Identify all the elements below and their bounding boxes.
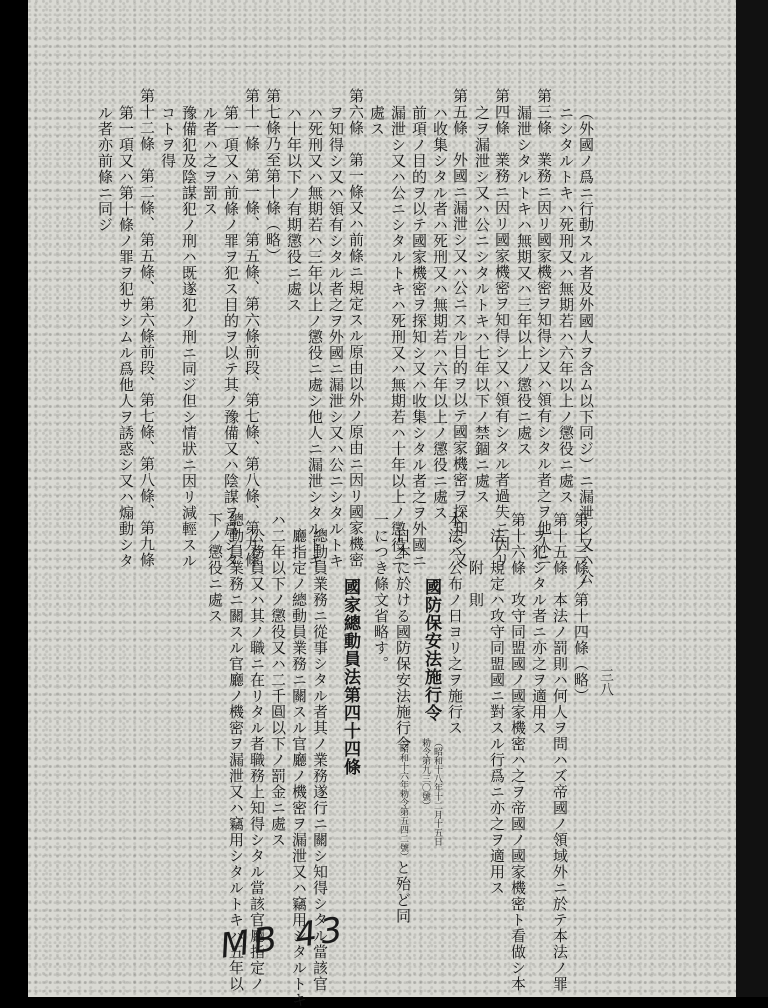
decree-intro: と殆ど同 xyxy=(394,860,412,924)
text-column: 下ノ懲役ニ處ス xyxy=(206,512,224,624)
text-column: コトヲ得 xyxy=(159,105,177,169)
text-column: （外國ノ爲ニ行動スル者及外國人ヲ含ム以下同ジ）ニ漏泄シ又ハ公 xyxy=(577,105,595,585)
text-column: ヲ犯シタル者ニ亦之ヲ適用ス xyxy=(530,528,548,736)
text-column: ル者ハ之ヲ罰ス xyxy=(201,105,219,217)
handwritten-note: MB 43 xyxy=(217,909,349,967)
article-heading: 第五條 外國ニ漏泄シ又ハ公ニスル目的ヲ以テ國家機密ヲ探知シ又 xyxy=(451,88,469,568)
text-column: 漏泄シタルトキハ無期又ハ三年以上ノ懲役ニ處ス xyxy=(515,105,533,457)
article-heading: 第十六條 攻守同盟國ノ國家機密ハ之ヲ帝國ノ國家機密ト看做シ本 xyxy=(509,512,527,992)
article-heading: 第六條 第一條又ハ前條ニ規定スル原由以外ノ原由ニ因リ國家機密 xyxy=(347,88,365,568)
decree-intro: 一につき條文省略す。 xyxy=(372,512,390,672)
text-column: ニシタルトキハ死刑又ハ無期若ハ六年以上ノ懲役ニ處ス xyxy=(557,105,575,505)
supplementary-provisions-heading: 附 則 xyxy=(467,560,485,608)
text-column: 前項ノ目的ヲ以テ國家機密ヲ探知シ又ハ收集シタル者之ヲ外國ニ xyxy=(410,105,428,569)
text-column: ハ十年以下ノ有期懲役ニ處ス xyxy=(285,105,303,313)
article-heading: 第十五條 本法ノ罰則ハ何人ヲ問ハズ帝國ノ領域外ニ於テ本法ノ罪 xyxy=(551,512,569,992)
decree-title-note: （昭和十八年十二月十五日 xyxy=(432,738,442,846)
article-heading: 第十一條 第一條、第五條、第六條前段、第七條、第八條、第九條 xyxy=(243,88,261,568)
text-column: 廳指定ノ總動員業務ニ關スル官廳ノ機密ヲ漏泄又ハ竊用シタルトキ xyxy=(290,528,308,1008)
scan-border xyxy=(736,0,768,997)
text-column: 處ス xyxy=(368,105,386,137)
text-column: ル者亦前條ニ同ジ xyxy=(96,105,114,233)
text-column: 第一項又ハ前條ノ罪ヲ犯ス目的ヲ以テ其ノ豫備又ハ陰謀ヲ爲シタ xyxy=(222,105,240,569)
text-column: ハ二年以下ノ懲役又ハ二千圓以下ノ罰金ニ處ス xyxy=(269,512,287,848)
page-number: 三八 xyxy=(598,668,614,696)
decree-title: 國防保安法施行令 xyxy=(421,578,441,722)
text-column: 法ノ規定ハ攻守同盟國ニ對スル行爲ニ亦之ヲ適用ス xyxy=(488,528,506,896)
text-column: 本法ハ公布ノ日ヨリ之ヲ施行ス xyxy=(446,512,464,736)
decree-intro-note: （昭和十六年勅令第五四二號） xyxy=(398,735,408,861)
text-column: 總動員業務ニ關スル官廳ノ機密ヲ漏泄又ハ竊用シタルトキハ五年以 xyxy=(227,512,245,992)
text-column: ハ死刑又ハ無期若ハ三年以上ノ懲役ニ處シ他人ニ漏泄シタルトキ xyxy=(306,105,324,569)
decree-intro: 日本に於ける國防保安法施行令 xyxy=(394,528,412,752)
article-heading: 第十三條ノ第十四條（略） xyxy=(572,512,590,704)
article-heading: 第十二條 第二條、第五條、第六條前段、第七條、第八條、第九條 xyxy=(138,88,156,568)
text-column: 第一項又ハ第十條ノ罪ヲ犯サシムル爲他人ヲ誘惑シ又ハ煽動シタ xyxy=(117,105,135,569)
text-column: ヲ知得シ又ハ領有シタル者之ヲ外國ニ漏泄シ又ハ公ニシタルトキ xyxy=(327,105,345,569)
text-column: 總動員業務ニ從事シタル者其ノ業務遂行ニ關シ知得シタル當該官 xyxy=(311,528,329,992)
mobilization-title: 國家總動員法第四十四條 xyxy=(340,578,360,776)
article-heading: 第四條 業務ニ因リ國家機密ヲ知得シ又ハ領有シタル者過失ニ因リ xyxy=(493,88,511,568)
text-column: ハ收集シタル者ハ死刑又ハ無期若ハ六年以上ノ懲役ニ處ス xyxy=(431,105,449,521)
article-heading: 第三條 業務ニ因リ國家機密ヲ知得シ又ハ領有シタル者之ヲ他人ニ xyxy=(535,88,553,568)
text-column: 漏泄シ又ハ公ニシタルトキハ死刑又ハ無期若ハ十年以上ノ懲役ニ xyxy=(389,105,407,569)
text-column: 之ヲ漏泄シ又ハ公ニシタルトキハ七年以下ノ禁錮ニ處ス xyxy=(473,105,491,505)
text-column: 豫備犯及陰謀犯ノ刑ハ既遂犯ノ刑ニ同ジ但シ情狀ニ因リ減輕スル xyxy=(180,105,198,569)
document-page xyxy=(28,0,740,1008)
article-heading: 第七條乃至第十條（略） xyxy=(264,88,282,264)
decree-title-note: 勅令第九三〇號） xyxy=(420,738,430,810)
text-column: 公務員又ハ其ノ職ニ在リタル者職務上知得シタル當該官廳指定ノ xyxy=(248,528,266,992)
